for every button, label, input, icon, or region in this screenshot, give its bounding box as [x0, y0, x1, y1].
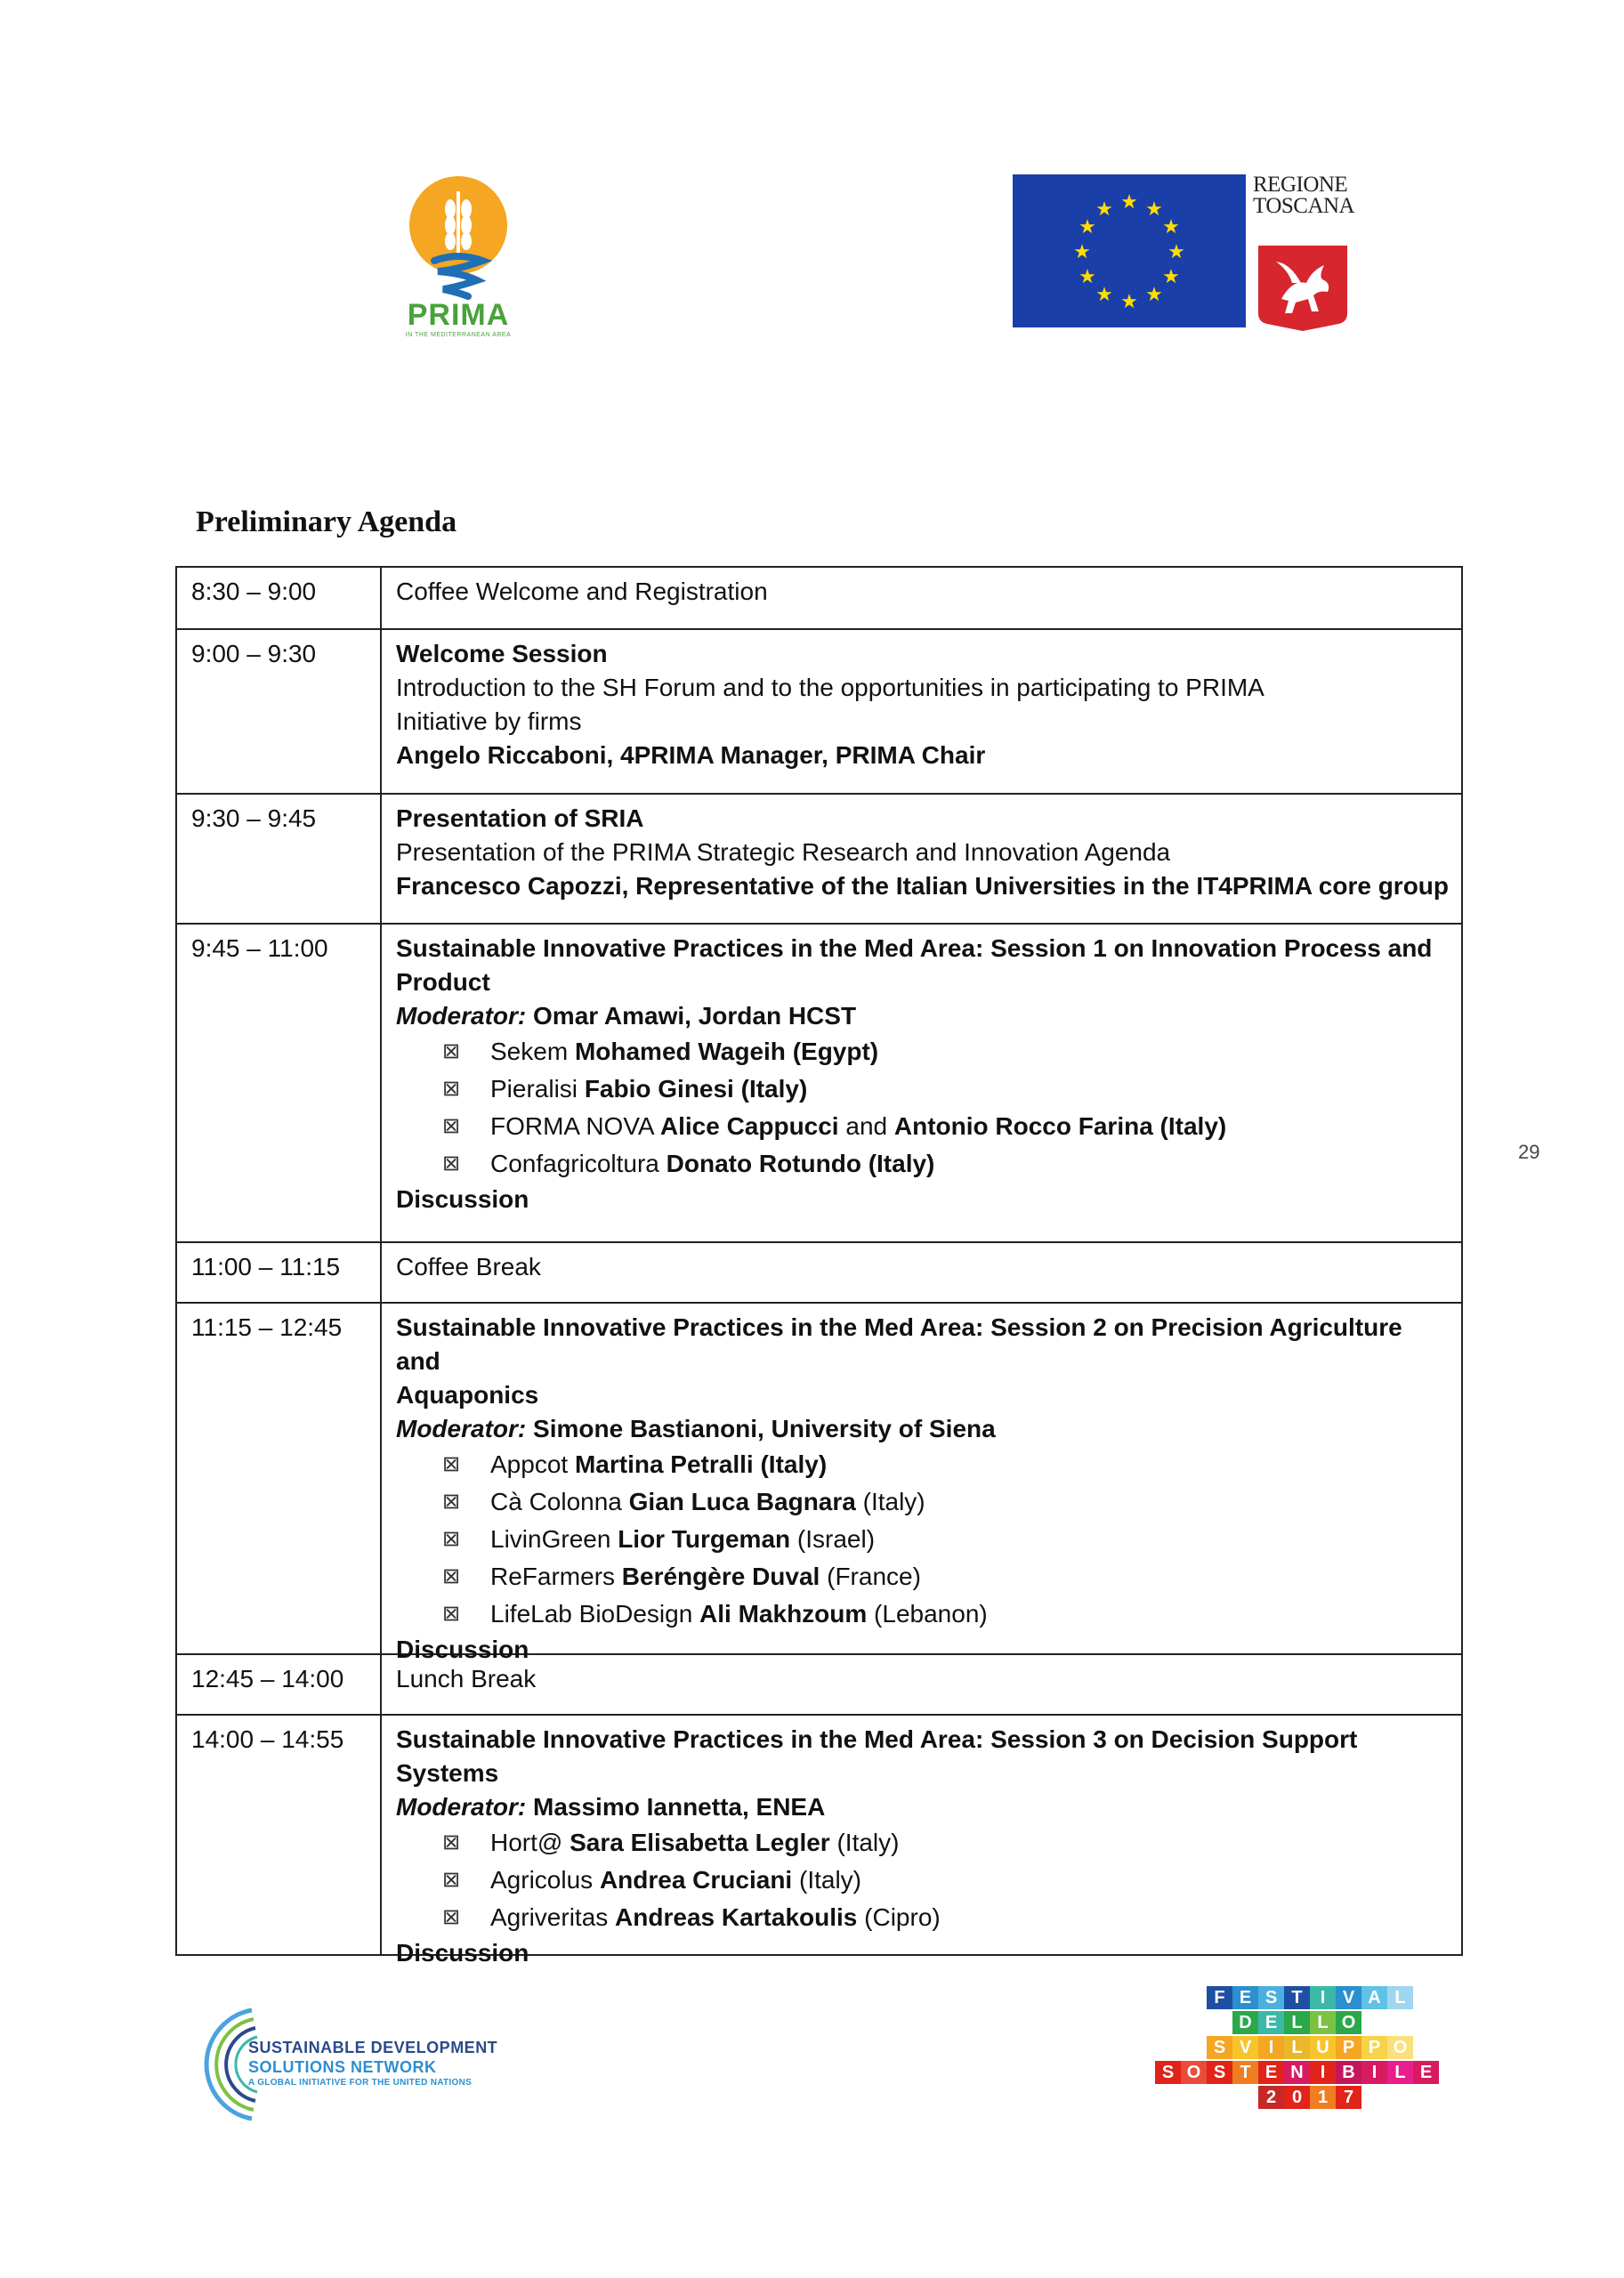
checkbox-glyph-icon: ⊠ — [442, 1077, 461, 1101]
eu-flag-logo — [1013, 174, 1246, 327]
sdsn-logo — [190, 1998, 528, 2131]
speaker-org: LivinGreen — [490, 1525, 618, 1553]
festival-letter: V — [1232, 2036, 1258, 2059]
speaker-org: Hort@ — [490, 1829, 570, 1856]
moderator-label: Moderator: — [396, 1415, 527, 1442]
speaker-country: (Lebanon) — [867, 1600, 988, 1628]
festival-row-4 — [1155, 2061, 1439, 2084]
page-title: Preliminary Agenda — [196, 505, 457, 538]
prima-wordmark: PRIMA — [407, 298, 510, 332]
pegasus-shield-icon — [1256, 244, 1349, 333]
agenda-time: 9:30 – 9:45 — [177, 795, 382, 923]
festival-letter: 1 — [1310, 2086, 1336, 2109]
speaker-org: LifeLab BioDesign — [490, 1600, 700, 1628]
speaker-item — [396, 1033, 1452, 1070]
agenda-item — [382, 1716, 1461, 1967]
festival-letter: P — [1336, 2036, 1361, 2059]
speaker-item — [396, 1595, 1452, 1633]
agenda-item — [382, 630, 1461, 793]
moderator-line — [396, 1412, 1452, 1446]
festival-letter: E — [1258, 2061, 1284, 2084]
svg-text:★: ★ — [1162, 215, 1180, 238]
speaker-org: FORMA NOVA — [490, 1112, 660, 1140]
speaker-org: Sekem — [490, 1038, 575, 1065]
speaker-org: Appcot — [490, 1450, 575, 1478]
moderator-name: Simone Bastianoni, University of Siena — [526, 1415, 996, 1442]
session-heading: Presentation of SRIA — [396, 804, 644, 832]
sdsn-line-3: A GLOBAL INITIATIVE FOR THE UNITED NATIONS — [248, 2078, 473, 2088]
festival-letter: I — [1361, 2061, 1387, 2084]
festival-letter: L — [1284, 2036, 1310, 2059]
checkbox-glyph-icon: ⊠ — [442, 1452, 461, 1476]
festival-letter: T — [1284, 1986, 1310, 2009]
festival-letter: S — [1258, 1986, 1284, 2009]
moderator-line — [396, 999, 1452, 1033]
svg-text:★: ★ — [1095, 283, 1113, 305]
festival-letter: L — [1310, 2011, 1336, 2034]
sdsn-line-2: SOLUTIONS NETWORK — [248, 2058, 437, 2076]
checkbox-glyph-icon: ⊠ — [442, 1039, 461, 1063]
speaker-name: Lior Turgeman — [618, 1525, 791, 1553]
festival-letter: L — [1387, 1986, 1413, 2009]
svg-text:★: ★ — [1145, 283, 1163, 305]
festival-row-2 — [1232, 2011, 1361, 2034]
speaker-name: Donato Rotundo (Italy) — [666, 1150, 935, 1177]
discussion-label: Discussion — [396, 1185, 529, 1213]
speaker-country: (Italy) — [829, 1829, 900, 1856]
speaker-name: Sara Elisabetta Legler — [570, 1829, 830, 1856]
speaker-item — [396, 1070, 1452, 1108]
festival-sviluppo-sostenibile-logo — [1148, 1984, 1442, 2136]
moderator-name: Omar Amawi, Jordan HCST — [526, 1002, 857, 1030]
regione-toscana-logo — [1253, 173, 1355, 333]
festival-letter: S — [1207, 2036, 1232, 2059]
agenda-time: 8:30 – 9:00 — [177, 568, 382, 628]
festival-letter: O — [1181, 2061, 1207, 2084]
session-heading: Sustainable Innovative Practices in the Med Area: Session 2 on Precision Agriculture and — [396, 1313, 1402, 1375]
speaker-org: Cà Colonna — [490, 1488, 629, 1515]
festival-letter: N — [1284, 2061, 1310, 2084]
festival-letter: I — [1258, 2036, 1284, 2059]
svg-text:★: ★ — [1079, 265, 1096, 287]
festival-letter: 7 — [1336, 2086, 1361, 2109]
festival-letter: 2 — [1258, 2086, 1284, 2109]
festival-letter: S — [1155, 2061, 1181, 2084]
agenda-item — [382, 1304, 1461, 1663]
moderator-label: Moderator: — [396, 1002, 527, 1030]
agenda-table — [175, 566, 1463, 1967]
speaker-item — [396, 1446, 1452, 1483]
speaker-item — [396, 1899, 1452, 1936]
svg-text:★: ★ — [1120, 190, 1138, 213]
discussion-label: Discussion — [396, 1939, 529, 1967]
speaker-item — [396, 1108, 1452, 1145]
speaker-org: Agricolus — [490, 1866, 600, 1894]
speaker-org: Pieralisi — [490, 1075, 585, 1103]
agenda-time: 9:00 – 9:30 — [177, 630, 382, 793]
festival-row-3 — [1207, 2036, 1413, 2059]
session-heading: Sustainable Innovative Practices in the Med Area: Session 1 on Innovation Process and — [396, 934, 1433, 962]
session-description: Presentation of the PRIMA Strategic Research and Innovation Agenda — [396, 838, 1171, 866]
discussion-label: Discussion — [396, 1636, 529, 1663]
festival-letter: O — [1336, 2011, 1361, 2034]
session-heading: Product — [396, 968, 490, 996]
speaker-name: Andrea Cruciani — [599, 1866, 793, 1894]
festival-letter: B — [1336, 2061, 1361, 2084]
speaker-item — [396, 1483, 1452, 1521]
agenda-row — [177, 793, 1461, 923]
speaker-name: Alice Cappucci — [659, 1112, 839, 1140]
svg-text:★: ★ — [1120, 290, 1138, 312]
speaker-item — [396, 1824, 1452, 1862]
agenda-row — [177, 628, 1461, 793]
speaker-item — [396, 1862, 1452, 1899]
checkbox-glyph-icon: ⊠ — [442, 1151, 461, 1175]
festival-letter: P — [1361, 2036, 1387, 2059]
festival-letter: E — [1258, 2011, 1284, 2034]
agenda-item — [382, 925, 1461, 1241]
svg-text:★: ★ — [1079, 215, 1096, 238]
agenda-row — [177, 923, 1461, 1241]
festival-letter: A — [1361, 1986, 1387, 2009]
svg-text:★: ★ — [1073, 240, 1091, 263]
speaker-name: Antonio Rocco Farina (Italy) — [893, 1112, 1227, 1140]
festival-letter: 0 — [1284, 2086, 1310, 2109]
speaker-name: Andreas Kartakoulis — [615, 1903, 858, 1931]
agenda-item: Lunch Break — [396, 1665, 537, 1692]
session-speakers: Angelo Riccaboni, 4PRIMA Manager, PRIMA Chair — [396, 741, 986, 769]
agenda-time: 14:00 – 14:55 — [177, 1716, 382, 1954]
speaker-org: Agriveritas — [490, 1903, 616, 1931]
session-heading: Aquaponics — [396, 1381, 539, 1409]
speaker-name: Martina Petralli (Italy) — [574, 1450, 828, 1478]
speaker-org: Confagricoltura — [490, 1150, 667, 1177]
festival-letter: S — [1207, 2061, 1232, 2084]
session-description: Introduction to the SH Forum and to the opportunities in participating to PRIMA — [396, 674, 1264, 701]
speaker-name: Ali Makhzoum — [699, 1600, 868, 1628]
speaker-name: Gian Luca Bagnara — [628, 1488, 856, 1515]
speaker-country: (France) — [820, 1563, 921, 1590]
checkbox-glyph-icon: ⊠ — [442, 1114, 461, 1138]
session-speakers: Francesco Capozzi, Representative of the Italian Universities in the IT4PRIMA core group — [396, 872, 1450, 900]
moderator-line — [396, 1790, 1452, 1824]
prima-sun-icon — [392, 174, 525, 316]
session-heading: Welcome Session — [396, 640, 608, 667]
agenda-item: Coffee Break — [396, 1253, 541, 1280]
agenda-row — [177, 568, 1461, 628]
checkbox-glyph-icon: ⊠ — [442, 1564, 461, 1588]
agenda-row — [177, 1241, 1461, 1302]
speaker-country: (Cipro) — [857, 1903, 941, 1931]
checkbox-glyph-icon: ⊠ — [442, 1602, 461, 1626]
festival-row-5 — [1258, 2086, 1361, 2109]
agenda-time: 9:45 – 11:00 — [177, 925, 382, 1241]
agenda-item — [382, 795, 1461, 923]
festival-letter: T — [1232, 2061, 1258, 2084]
agenda-time: 11:15 – 12:45 — [177, 1304, 382, 1653]
prima-logo — [392, 174, 525, 343]
checkbox-glyph-icon: ⊠ — [442, 1830, 461, 1854]
agenda-time: 11:00 – 11:15 — [177, 1243, 382, 1302]
page-number: 29 — [1518, 1141, 1540, 1163]
festival-letter: O — [1387, 2036, 1413, 2059]
speaker-name: Mohamed Wageih (Egypt) — [574, 1038, 879, 1065]
speaker-item — [396, 1521, 1452, 1558]
agenda-item: Coffee Welcome and Registration — [396, 578, 768, 605]
toscana-line: TOSCANA — [1253, 194, 1355, 218]
speaker-country: (Italy) — [792, 1866, 861, 1894]
session-heading: Sustainable Innovative Practices in the Med Area: Session 3 on Decision Support Systems — [396, 1725, 1358, 1787]
speaker-item — [396, 1145, 1452, 1183]
festival-letter: U — [1310, 2036, 1336, 2059]
speaker-name: Beréngère Duval — [621, 1563, 820, 1590]
festival-letter: L — [1284, 2011, 1310, 2034]
session-description: Initiative by firms — [396, 707, 582, 735]
festival-letter: I — [1310, 1986, 1336, 2009]
agenda-row — [177, 1302, 1461, 1663]
speaker-country: (Italy) — [855, 1488, 925, 1515]
festival-row-1 — [1207, 1986, 1413, 2009]
svg-text:★: ★ — [1168, 240, 1185, 263]
checkbox-glyph-icon: ⊠ — [442, 1868, 461, 1892]
festival-letter: E — [1232, 1986, 1258, 2009]
festival-letter: L — [1387, 2061, 1413, 2084]
agenda-time: 12:45 – 14:00 — [177, 1655, 382, 1714]
prima-tagline: IN THE MEDITERRANEAN AREA — [405, 332, 512, 338]
festival-letter: V — [1336, 1986, 1361, 2009]
festival-letter: D — [1232, 2011, 1258, 2034]
speaker-conjunction: and — [838, 1112, 894, 1140]
regione-line: REGIONE — [1253, 173, 1348, 197]
svg-text:★: ★ — [1095, 198, 1113, 220]
moderator-label: Moderator: — [396, 1793, 527, 1821]
speaker-name: Fabio Ginesi (Italy) — [584, 1075, 808, 1103]
agenda-row — [177, 1714, 1461, 1967]
speaker-country: (Israel) — [790, 1525, 876, 1553]
agenda-row — [177, 1653, 1461, 1714]
checkbox-glyph-icon: ⊠ — [442, 1905, 461, 1929]
svg-text:★: ★ — [1162, 265, 1180, 287]
festival-letter: E — [1413, 2061, 1439, 2084]
festival-letter: I — [1310, 2061, 1336, 2084]
festival-letter: F — [1207, 1986, 1232, 2009]
speaker-org: ReFarmers — [490, 1563, 622, 1590]
eu-stars-icon — [1013, 174, 1246, 327]
speaker-item — [396, 1558, 1452, 1595]
svg-text:★: ★ — [1145, 198, 1163, 220]
moderator-name: Massimo Iannetta, ENEA — [526, 1793, 826, 1821]
sdsn-line-1: SUSTAINABLE DEVELOPMENT — [248, 2039, 498, 2056]
checkbox-glyph-icon: ⊠ — [442, 1527, 461, 1551]
checkbox-glyph-icon: ⊠ — [442, 1490, 461, 1514]
